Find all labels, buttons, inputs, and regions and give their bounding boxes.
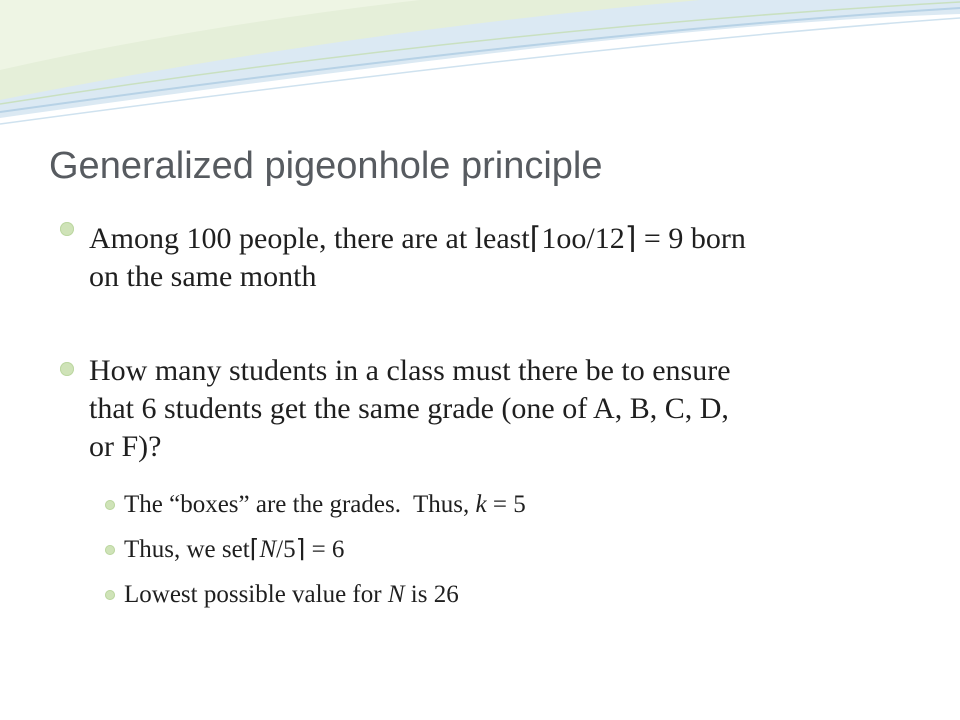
bullet-1-text: [89, 220, 746, 296]
bullet-2-line-2: that 6 students get the same grade (one of A, B, C, D,: [89, 392, 729, 425]
bullet-dot: [60, 362, 74, 376]
sub-bullet-dot: [105, 590, 115, 600]
sub-bullet-1: [124, 490, 526, 520]
bullet-dot: [60, 222, 74, 236]
sub-bullet-1-seg-1: The “boxes” are the grades. Thus,: [124, 491, 476, 518]
bullet-1-line-2: on the same month: [89, 260, 317, 293]
sub-bullet-1-seg-3: = 5: [486, 491, 526, 518]
sub-bullet-dot: [105, 500, 115, 510]
sub-bullet-2-seg-1: Thus, we set⌈: [124, 536, 260, 563]
variable-n: N: [259, 536, 277, 563]
sub-bullet-3-seg-1: Lowest possible value for: [124, 581, 388, 608]
bullet-2-line-3: or F)?: [89, 430, 162, 463]
variable-k: k: [475, 491, 487, 518]
bullet-1-line-1: Among 100 people, there are at least⌈1oo/12⌉ = 9 born: [89, 222, 746, 255]
sub-bullet-2: [124, 535, 344, 565]
sub-bullet-3-seg-3: is 26: [404, 581, 459, 608]
sub-bullet-dot: [105, 545, 115, 555]
bullet-2-line-1: How many students in a class must there be to ensure: [89, 354, 731, 387]
slide-title: Generalized pigeonhole principle: [49, 145, 603, 187]
decorative-wave-band: [0, 0, 960, 140]
sub-bullet-2-seg-3: /5⌉ = 6: [276, 536, 345, 563]
variable-n: N: [387, 581, 405, 608]
bullet-2-text: [89, 352, 731, 466]
sub-bullet-3: [124, 580, 459, 610]
